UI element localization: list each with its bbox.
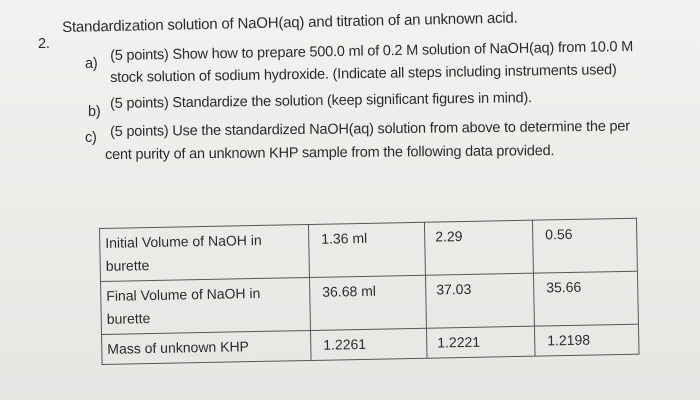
part-c-label: c) (85, 130, 97, 146)
titration-data-table (99, 218, 640, 365)
question-title: Standardization solution of NaOH(aq) and titration of an unknown acid. (62, 9, 518, 36)
row-label-line-2: burette (106, 310, 151, 327)
trial-2-cell: 1.2221 (426, 326, 535, 358)
row-label-line-1: Initial Volume of NaOH in (105, 231, 262, 251)
part-b-text-line-1: (5 points) Standardize the solution (keep significant figures in mind). (110, 90, 533, 112)
question-number: 2. (38, 36, 50, 52)
part-b-label: b) (88, 104, 101, 120)
part-a-text-line-1: (5 points) Show how to prepare 500.0 ml of 0.2 M solution of NaOH(aq) from 10.0 M (110, 38, 634, 64)
row-label-line-2: burette (105, 257, 150, 274)
trial-3-cell: 1.2198 (534, 324, 639, 356)
part-a-text-line-2: stock solution of sodium hydroxide. (Indicate all steps including instruments used) (110, 62, 617, 86)
row-label-line-1: Final Volume of NaOH in (106, 284, 261, 304)
trial-1-cell: 1.36 ml (308, 222, 425, 277)
trial-2-cell: 37.03 (425, 273, 534, 328)
row-label-cell (100, 224, 310, 281)
trial-1-cell: 36.68 ml (309, 275, 426, 330)
row-label-cell (101, 277, 311, 334)
part-a-label: a) (85, 56, 98, 72)
trial-3-cell: 35.66 (533, 271, 638, 326)
row-label-cell: Mass of unknown KHP (102, 330, 312, 364)
part-c-text-line-1: (5 points) Use the standardized NaOH(aq) solution from above to determine the per (110, 118, 630, 140)
part-c-text-line-2: cent purity of an unknown KHP sample from the following data provided. (105, 143, 555, 163)
trial-3-cell: 0.56 (532, 218, 637, 273)
trial-1-cell: 1.2261 (311, 328, 428, 360)
trial-2-cell: 2.29 (424, 220, 533, 275)
